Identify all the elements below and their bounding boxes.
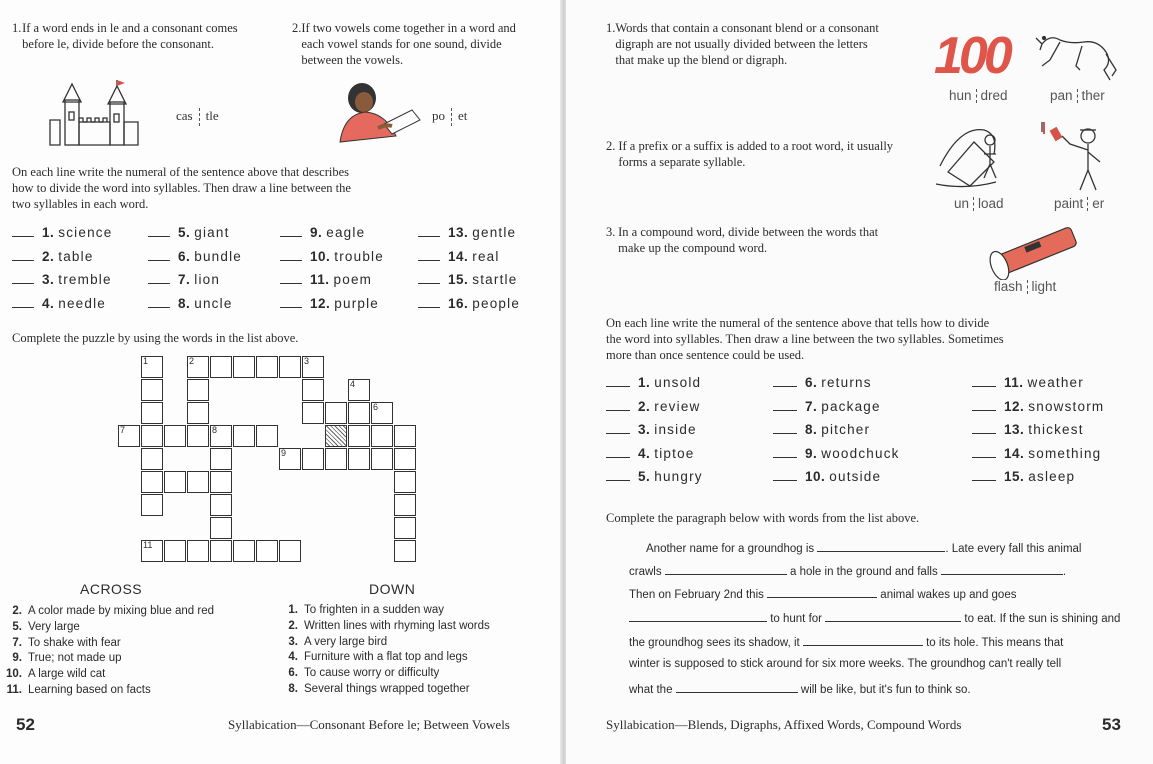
down-clues [280, 603, 490, 698]
answer-blank[interactable] [148, 260, 170, 261]
answer-blank[interactable] [972, 457, 996, 458]
word-number: 10. [805, 469, 826, 484]
rule-3: 3. In a compound word, divide between the words that make up the compound word. [606, 224, 896, 256]
blank-field[interactable] [676, 681, 798, 693]
crossword-cell[interactable] [141, 402, 163, 424]
crossword-cell[interactable] [141, 448, 163, 470]
word-number: 14. [1004, 445, 1025, 461]
clue-text: Learning based on facts [28, 683, 151, 696]
word-item [972, 469, 1075, 484]
answer-blank[interactable] [606, 433, 630, 434]
rule-1-text: Words that contain a consonant blend or a consonant digraph are not usually divided between the letters that make up the blend or digraph. [615, 21, 879, 67]
unload-illustration [934, 126, 1014, 192]
word-text: woodchuck [821, 445, 900, 461]
word-text: eagle [326, 225, 366, 240]
syllable-divider [451, 108, 452, 126]
instructions: On each line write the numeral of the sentence above that tells how to divide the word into syllables. Then draw a line between the two syllables. Sometimes more than once sentence could be used. [606, 316, 1004, 362]
clue-text: Furniture with a flat top and legs [304, 651, 468, 664]
page-number: 53 [1102, 715, 1121, 734]
word-item [12, 296, 106, 311]
cell-number: 4 [350, 379, 356, 389]
word-item [418, 249, 500, 264]
blank-field[interactable] [665, 563, 787, 575]
word-text: package [821, 398, 881, 414]
crossword-cell[interactable] [325, 402, 347, 424]
word-number: 15. [1004, 469, 1025, 484]
crossword-cell[interactable] [256, 425, 278, 447]
answer-blank[interactable] [418, 260, 440, 261]
clue-text: Written lines with rhyming last words [304, 619, 490, 632]
crossword-cell[interactable] [394, 425, 416, 447]
word-number: 14. [448, 248, 469, 264]
cell-number: 6 [373, 402, 379, 412]
paragraph-line-1: Another name for a groundhog is . Late every fall this animal [646, 540, 1082, 555]
crossword-cell[interactable] [141, 494, 163, 516]
answer-blank[interactable] [280, 307, 302, 308]
syllable-divider [1077, 89, 1078, 103]
answer-blank[interactable] [280, 236, 302, 237]
answer-blank[interactable] [418, 283, 440, 284]
answer-blank[interactable] [972, 410, 996, 411]
word-item [972, 422, 1084, 437]
word-item [773, 375, 872, 390]
clue-item [280, 666, 490, 682]
crossword-cell[interactable] [141, 540, 163, 562]
left-page [0, 0, 562, 764]
castle-illustration [45, 80, 145, 150]
answer-blank[interactable] [606, 410, 630, 411]
rule-1-text: If a word ends in le and a consonant comes before le, divide before the consonant. [22, 21, 238, 51]
answer-blank[interactable] [148, 236, 170, 237]
paragraph-instructions: Complete the paragraph below with words from the list above. [606, 511, 920, 525]
word-number: 7. [178, 272, 191, 287]
rule-1: 1. If a word ends in le and a consonant comes before le, divide before the consonant. [12, 20, 252, 52]
word-item [606, 422, 697, 437]
word-text: returns [821, 375, 872, 390]
word-text: review [654, 398, 701, 414]
answer-blank[interactable] [972, 386, 996, 387]
syllable-divider [976, 89, 977, 103]
answer-blank[interactable] [418, 307, 440, 308]
down-title: DOWN [369, 581, 416, 597]
rule-2: 2. If two vowels come together in a word and each vowel stands for one sound, divide between the vowels. [292, 20, 532, 68]
example-castle: cas tle [176, 108, 219, 126]
syllable-divider [1027, 280, 1028, 294]
word-item [972, 375, 1084, 390]
word-text: needle [58, 295, 107, 311]
crossword-cell[interactable] [141, 356, 163, 378]
clue-number: 10. [6, 668, 22, 681]
word-text: gentle [472, 225, 517, 240]
crossword-cell[interactable] [233, 425, 255, 447]
word-item [606, 469, 703, 484]
answer-blank[interactable] [972, 433, 996, 434]
crossword-cell[interactable] [325, 448, 347, 470]
clue-item [280, 650, 490, 666]
blank-field[interactable] [767, 586, 877, 598]
crossword-cell[interactable] [210, 517, 232, 539]
answer-blank[interactable] [773, 433, 797, 434]
answer-blank[interactable] [418, 236, 440, 237]
clue-number: 7. [12, 636, 22, 649]
crossword-cell[interactable] [187, 356, 209, 378]
word-text: tremble [58, 272, 112, 287]
word-number: 4. [42, 295, 55, 311]
clue-number: 6. [288, 667, 298, 680]
clue-item [280, 635, 490, 651]
crossword-cell[interactable] [233, 540, 255, 562]
answer-blank[interactable] [606, 457, 630, 458]
instructions: On each line write the numeral of the sentence above that describes how to divide the word into syllables. Then draw a line between the two syllables in each word. [12, 165, 351, 211]
clue-number: 2. [12, 605, 22, 617]
word-text: uncle [194, 295, 233, 311]
crossword-cell[interactable] [141, 425, 163, 447]
painter-illustration [1036, 122, 1116, 192]
word-item [12, 225, 112, 240]
word-number: 4. [638, 445, 651, 461]
crossword-cell[interactable] [141, 379, 163, 401]
crossword-cell[interactable] [394, 471, 416, 493]
word-number: 5. [638, 469, 651, 484]
cell-number: 9 [281, 448, 287, 458]
clue-number: 2. [288, 619, 298, 632]
word-text: inside [654, 422, 697, 437]
clue-text: To cause worry or difficulty [304, 667, 440, 680]
clue-number: 9. [12, 652, 22, 665]
blank-field[interactable] [629, 610, 767, 622]
answer-blank[interactable] [606, 480, 630, 481]
word-number: 3. [42, 272, 55, 287]
flashlight-syllables: flash light [994, 279, 1057, 294]
word-text: hungry [654, 469, 703, 484]
crossword-cell[interactable] [233, 356, 255, 378]
flashlight-illustration [978, 220, 1088, 280]
word-item [280, 296, 379, 311]
crossword-cell[interactable] [302, 356, 324, 378]
word-item [972, 399, 1104, 414]
page-footer: Syllabication—Consonant Before le; Between Vowels [228, 717, 510, 732]
crossword-cell[interactable] [187, 425, 209, 447]
word-item [148, 296, 233, 311]
paragraph-line-6: winter is supposed to stick around for six more weeks. The groundhog can't really tell [629, 658, 1062, 670]
clue-text: Very large [28, 620, 80, 633]
crossword-cell[interactable] [210, 425, 232, 447]
word-number: 11. [1004, 375, 1024, 390]
crossword-cell[interactable] [187, 379, 209, 401]
word-number: 8. [805, 422, 818, 437]
answer-blank[interactable] [606, 386, 630, 387]
word-item [148, 225, 230, 240]
word-item [773, 399, 881, 414]
answer-blank[interactable] [148, 283, 170, 284]
crossword-cell[interactable] [394, 540, 416, 562]
crossword-cell[interactable] [348, 425, 370, 447]
crossword-cell[interactable] [164, 425, 186, 447]
word-item [972, 446, 1101, 461]
painter-syllables: paint er [1054, 196, 1105, 211]
word-text: trouble [334, 248, 384, 264]
word-text: bundle [194, 248, 243, 264]
word-number: 3. [638, 422, 651, 437]
rule-2-text: If a prefix or a suffix is added to a root word, it usually forms a separate syllable. [618, 139, 894, 169]
word-text: poem [333, 272, 373, 287]
crossword-cell[interactable] [302, 402, 324, 424]
word-text: lion [194, 272, 221, 287]
crossword-cell[interactable] [279, 540, 301, 562]
right-page [566, 0, 1153, 764]
crossword-shaded-cell [325, 425, 347, 447]
rule-2: 2. If a prefix or a suffix is added to a root word, it usually forms a separate syllable. [606, 138, 896, 170]
crossword-cell[interactable] [210, 540, 232, 562]
cell-number: 1 [143, 356, 149, 366]
clue-number: 5. [12, 620, 22, 633]
cell-number: 11 [143, 540, 153, 550]
clue-item [4, 683, 214, 699]
clue-item [4, 604, 214, 620]
paragraph-line-4: to hunt for to eat. If the sun is shining and [629, 610, 1120, 625]
clue-number: 3. [288, 635, 298, 648]
clue-text: A color made by mixing blue and red [28, 605, 215, 617]
clue-text: True; not made up [28, 652, 122, 665]
clue-number: 1. [288, 604, 298, 616]
clue-number: 8. [288, 682, 298, 695]
crossword-cell[interactable] [348, 402, 370, 424]
blank-field[interactable] [825, 610, 961, 622]
word-number: 13. [1004, 422, 1025, 437]
word-number: 2. [42, 248, 55, 264]
word-number: 6. [805, 375, 818, 390]
clue-item [4, 651, 214, 667]
cell-number: 8 [212, 425, 218, 435]
crossword-cell[interactable] [394, 448, 416, 470]
hundred-syllables: hun dred [949, 88, 1008, 103]
word-item [773, 422, 870, 437]
across-title: ACROSS [80, 581, 143, 597]
word-item [148, 272, 220, 287]
word-number: 2. [638, 398, 651, 414]
answer-blank[interactable] [773, 410, 797, 411]
crossword-cell[interactable] [371, 448, 393, 470]
word-number: 15. [448, 272, 469, 287]
crossword-cell[interactable] [210, 471, 232, 493]
blank-field[interactable] [941, 563, 1063, 575]
word-number: 1. [638, 375, 651, 390]
paragraph-line-2: crawls a hole in the ground and falls . [629, 563, 1066, 578]
word-number: 16. [448, 295, 469, 311]
cell-number: 3 [304, 356, 310, 366]
word-text: weather [1027, 375, 1084, 390]
panther-syllables: pan ther [1050, 88, 1105, 103]
blank-field[interactable] [803, 634, 923, 646]
crossword-cell[interactable] [371, 425, 393, 447]
word-item [773, 446, 900, 461]
crossword-cell[interactable] [348, 448, 370, 470]
crossword-cell[interactable] [348, 379, 370, 401]
word-item [148, 249, 242, 264]
word-text: people [472, 295, 521, 311]
panther-illustration [1032, 24, 1124, 86]
crossword-cell[interactable] [187, 540, 209, 562]
cell-number: 7 [120, 425, 126, 435]
clue-number: 11. [6, 683, 22, 696]
answer-blank[interactable] [773, 457, 797, 458]
syllable-divider [973, 197, 974, 211]
word-item [418, 272, 517, 287]
clue-item [4, 636, 214, 652]
page-number: 52 [16, 715, 35, 734]
word-text: science [58, 225, 113, 240]
crossword-cell[interactable] [118, 425, 140, 447]
word-text: asleep [1028, 469, 1076, 484]
example-poet: po et [432, 108, 467, 126]
across-clues [4, 604, 214, 699]
clue-text: To frighten in a sudden way [304, 604, 445, 616]
crossword-cell[interactable] [394, 494, 416, 516]
word-item [606, 446, 695, 461]
crossword-cell[interactable] [256, 540, 278, 562]
word-item [773, 469, 881, 484]
word-number: 5. [178, 225, 191, 240]
clue-text: To shake with fear [28, 636, 121, 649]
syllable-divider [1087, 197, 1088, 211]
answer-blank[interactable] [12, 236, 34, 237]
word-number: 6. [178, 248, 191, 264]
answer-blank[interactable] [148, 307, 170, 308]
unload-syllables: un load [954, 196, 1004, 211]
clue-text: A large wild cat [28, 668, 106, 681]
clue-text: A very large bird [304, 635, 388, 648]
rule-2-text: If two vowels come together in a word and each vowel stands for one sound, divide between the vowels. [301, 21, 516, 67]
crossword-cell[interactable] [279, 448, 301, 470]
word-text: startle [472, 272, 518, 287]
word-text: outside [829, 469, 882, 484]
word-number: 8. [178, 295, 191, 311]
word-text: real [472, 248, 500, 264]
crossword-cell[interactable] [256, 356, 278, 378]
clue-number: 4. [288, 651, 298, 664]
clue-text: Several things wrapped together [304, 682, 470, 695]
word-text: thickest [1028, 422, 1084, 437]
word-text: snowstorm [1028, 398, 1105, 414]
word-item [12, 272, 112, 287]
rule-1: 1. Words that contain a consonant blend or a consonant digraph are not usually divided between the letters that make up the blend or digraph. [606, 20, 888, 68]
answer-blank[interactable] [773, 386, 797, 387]
word-item [418, 296, 520, 311]
word-text: unsold [654, 375, 702, 390]
clue-item [280, 682, 490, 698]
syllable-divider [199, 108, 200, 126]
word-number: 7. [805, 398, 818, 414]
clue-item [280, 619, 490, 635]
word-item [418, 225, 516, 240]
paragraph-line-5: the groundhog sees its shadow, it to its hole. This means that [629, 634, 1063, 649]
crossword-cell[interactable] [164, 471, 186, 493]
crossword-cell[interactable] [210, 448, 232, 470]
word-text: giant [194, 225, 230, 240]
answer-blank[interactable] [972, 480, 996, 481]
word-item [606, 399, 700, 414]
crossword-cell[interactable] [187, 402, 209, 424]
crossword-cell[interactable] [210, 356, 232, 378]
word-number: 12. [310, 295, 331, 311]
word-item [280, 272, 372, 287]
crossword-cell[interactable] [371, 402, 393, 424]
puzzle-instructions: Complete the puzzle by using the words in the list above. [12, 331, 299, 345]
word-number: 9. [310, 225, 323, 240]
crossword-cell[interactable] [210, 494, 232, 516]
word-number: 10. [310, 248, 331, 264]
word-number: 13. [448, 225, 469, 240]
crossword-cell[interactable] [394, 517, 416, 539]
word-item [280, 225, 365, 240]
answer-blank[interactable] [12, 307, 34, 308]
crossword-cell[interactable] [302, 448, 324, 470]
crossword-cell[interactable] [141, 471, 163, 493]
paragraph-line-7: what the will be like, but it's fun to think so. [629, 681, 971, 696]
answer-blank[interactable] [12, 260, 34, 261]
cell-number: 2 [189, 356, 195, 366]
hundred-numeral: 100 [934, 27, 1009, 85]
word-number: 9. [805, 445, 818, 461]
paragraph-line-3: Then on February 2nd this animal wakes up and goes [629, 586, 1016, 601]
word-number: 11. [310, 272, 330, 287]
answer-blank[interactable] [773, 480, 797, 481]
blank-field[interactable] [817, 540, 945, 552]
answer-blank[interactable] [280, 260, 302, 261]
answer-blank[interactable] [280, 283, 302, 284]
crossword-cell[interactable] [279, 356, 301, 378]
word-text: tiptoe [654, 445, 695, 461]
clue-item [280, 603, 490, 619]
rule-3-text: In a compound word, divide between the words that make up the compound word. [618, 225, 879, 255]
word-item [606, 375, 701, 390]
word-text: table [58, 248, 94, 264]
word-text: pitcher [821, 422, 871, 437]
crossword-cell[interactable] [164, 540, 186, 562]
answer-blank[interactable] [12, 283, 34, 284]
crossword-cell[interactable] [302, 379, 324, 401]
page-footer: Syllabication—Blends, Digraphs, Affixed Words, Compound Words [606, 717, 962, 732]
word-item [280, 249, 384, 264]
word-number: 12. [1004, 398, 1025, 414]
clue-item [4, 667, 214, 683]
word-number: 1. [42, 225, 55, 240]
word-item [12, 249, 94, 264]
word-text: purple [334, 295, 380, 311]
word-text: something [1028, 445, 1102, 461]
poet-illustration [332, 80, 427, 146]
clue-item [4, 620, 214, 636]
crossword-cell[interactable] [187, 471, 209, 493]
